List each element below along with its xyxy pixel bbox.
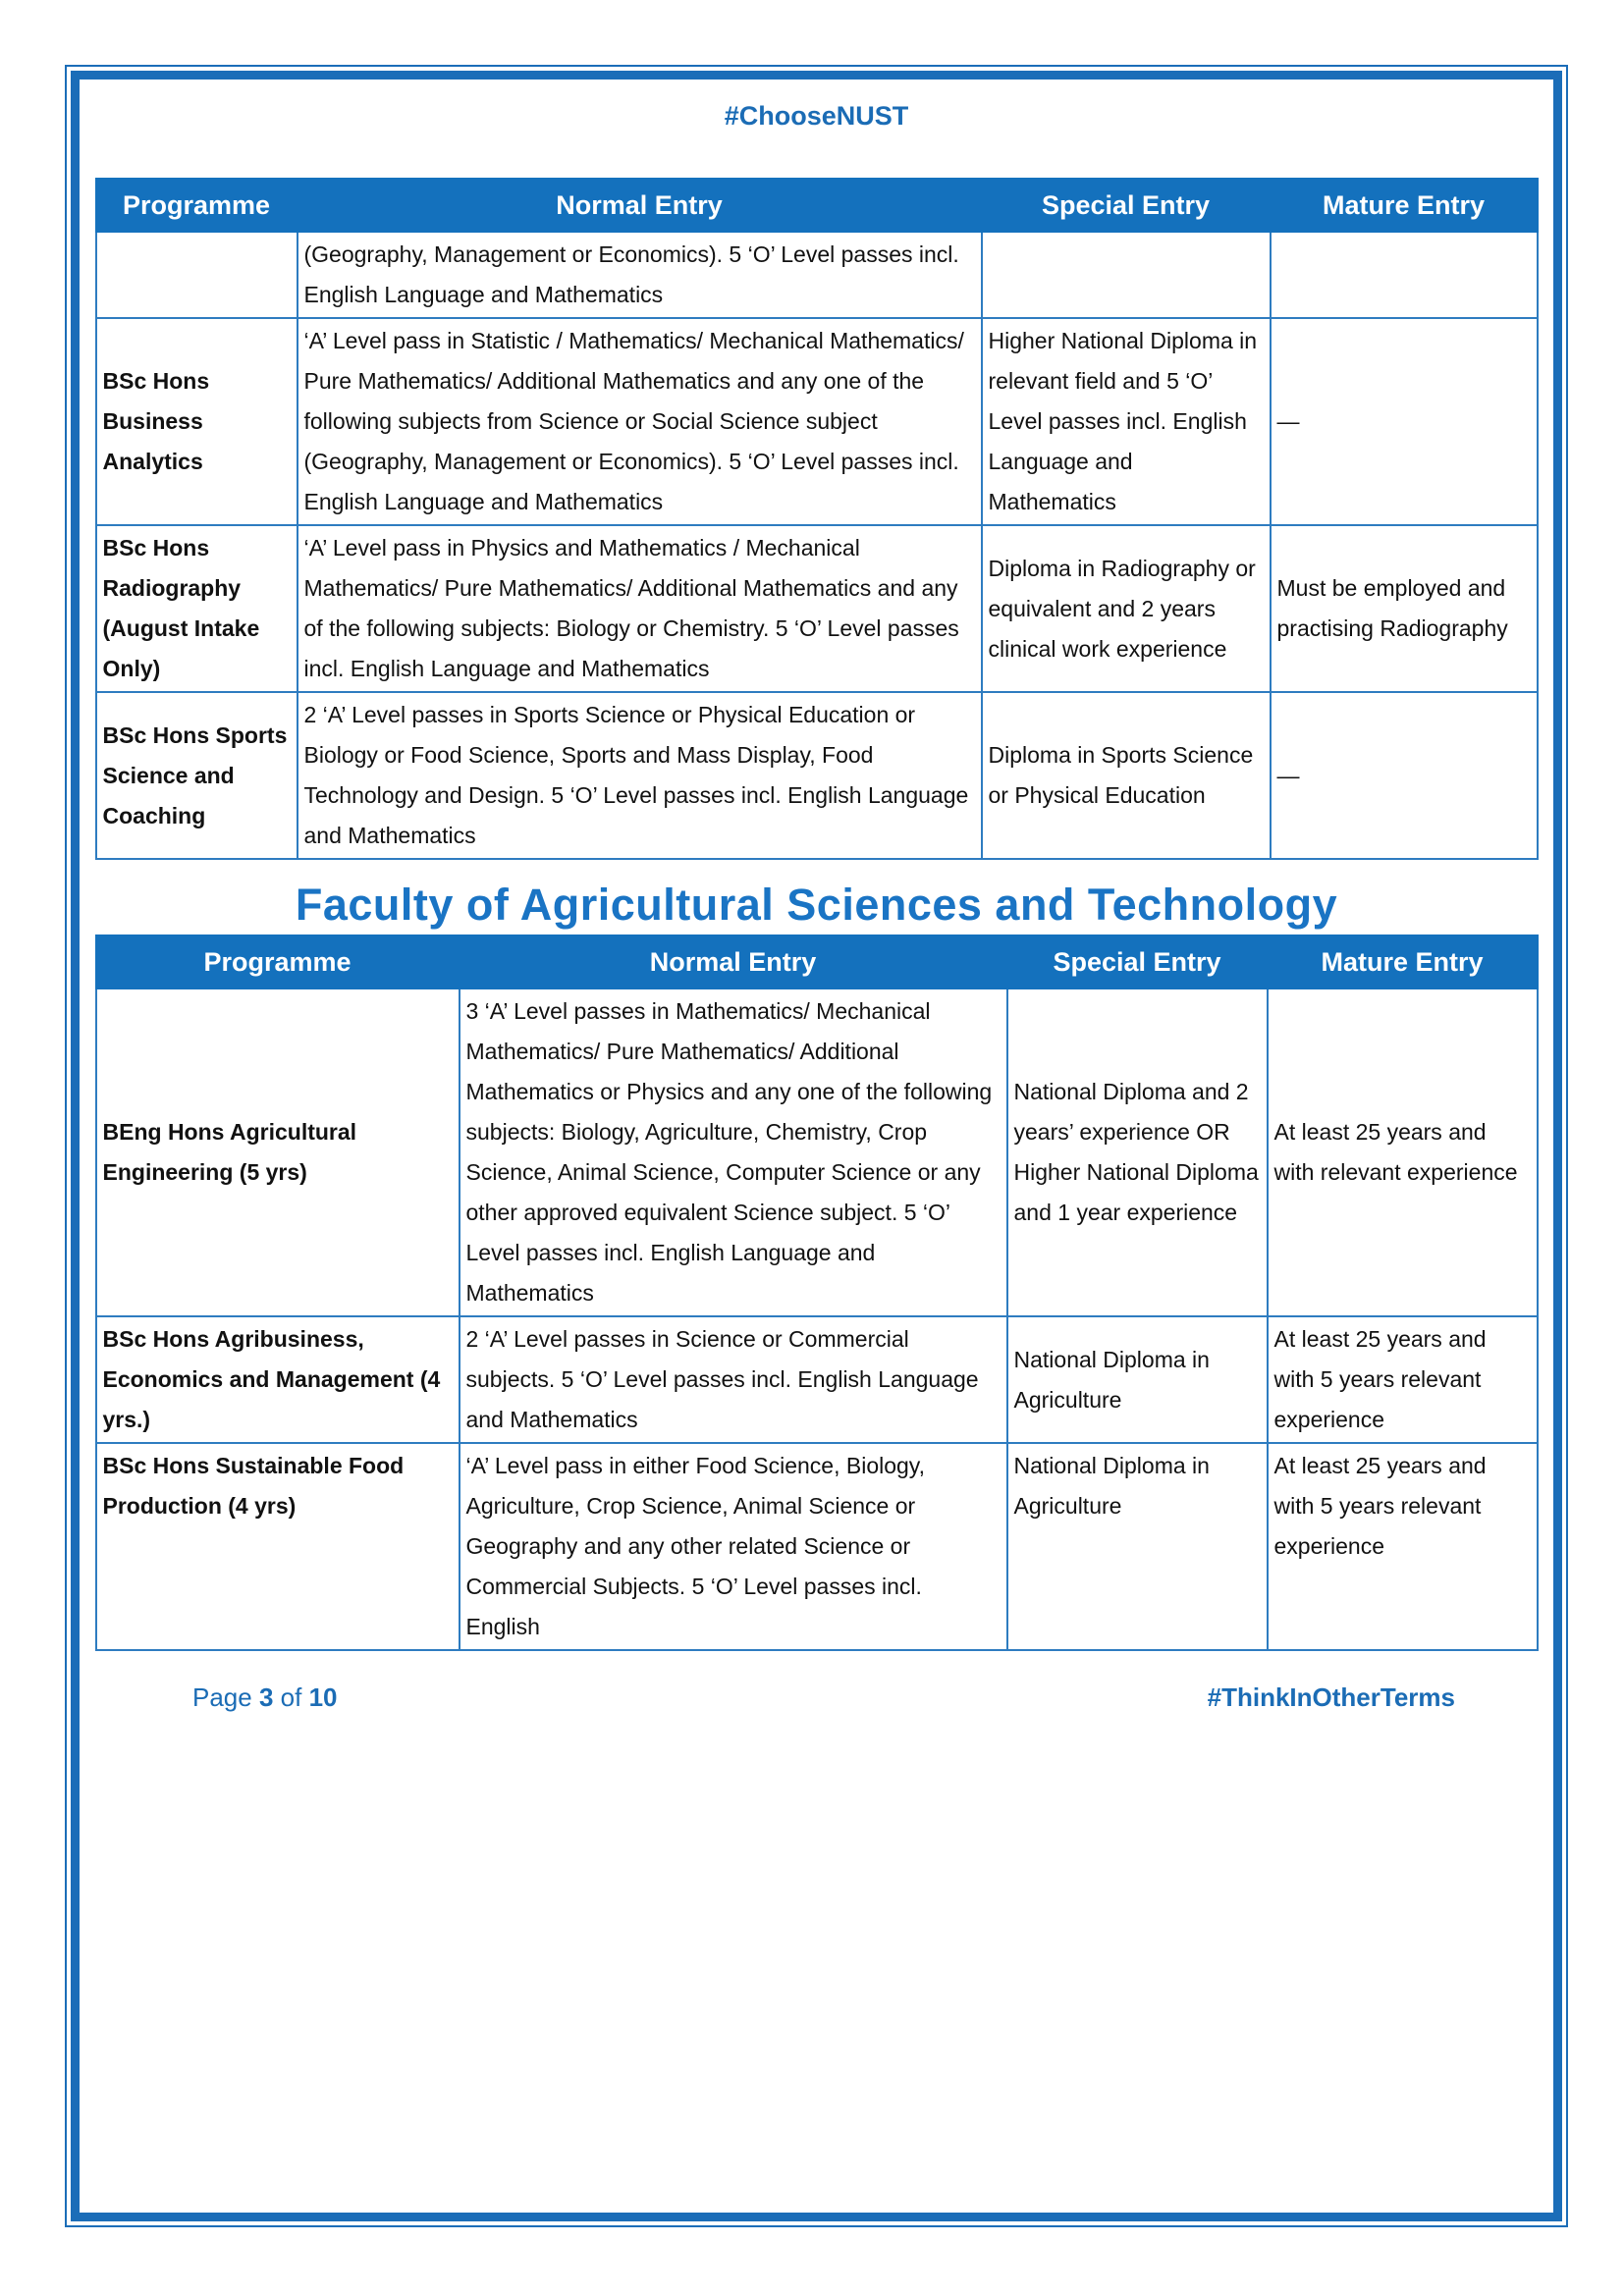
programme-cell: BSc Hons Sustainable Food Production (4 yrs) <box>96 1443 460 1650</box>
special-entry-cell: Diploma in Sports Science or Physical Education <box>982 692 1271 859</box>
footer-page-total: 10 <box>308 1682 338 1712</box>
table-row <box>96 988 1538 1316</box>
special-entry-cell <box>982 232 1271 318</box>
table-2-header <box>96 935 1538 988</box>
mature-entry-cell: Must be employed and practising Radiography <box>1271 525 1538 692</box>
programme-cell: BSc Hons Agribusiness, Economics and Management (4 yrs.) <box>96 1316 460 1443</box>
special-entry-cell: National Diploma and 2 years’ experience OR Higher National Diploma and 1 year experience <box>1007 988 1268 1316</box>
normal-entry-cell: 3 ‘A’ Level passes in Mathematics/ Mechanical Mathematics/ Pure Mathematics/ Additional Mathematics or Physics and any one of the following subjects: Biology, Agriculture, Chemistry, Crop Science, Animal Science, Computer Science or any other approved equivalent Science subject. 5 ‘O’ Level passes incl. English Language and Mathematics <box>460 988 1007 1316</box>
page-border-inner <box>71 71 1562 2221</box>
programmes-table-1 <box>95 178 1539 860</box>
table-row <box>96 318 1538 525</box>
column-header-normal-entry: Normal Entry <box>298 179 982 232</box>
special-entry-cell: Diploma in Radiography or equivalent and 2 years clinical work experience <box>982 525 1271 692</box>
special-entry-cell: National Diploma in Agriculture <box>1007 1443 1268 1650</box>
mature-entry-cell: At least 25 years and with relevant experience <box>1268 988 1538 1316</box>
column-header-mature-entry: Mature Entry <box>1268 935 1538 988</box>
special-entry-cell: Higher National Diploma in relevant field and 5 ‘O’ Level passes incl. English Language and Mathematics <box>982 318 1271 525</box>
footer-page-current: 3 <box>258 1682 274 1712</box>
normal-entry-cell: 2 ‘A’ Level passes in Sports Science or Physical Education or Biology or Food Science, Sports and Mass Display, Food Technology and Design. 5 ‘O’ Level passes incl. English Language and Mathematics <box>298 692 982 859</box>
column-header-normal-entry: Normal Entry <box>460 935 1007 988</box>
column-header-special-entry: Special Entry <box>982 179 1271 232</box>
table-row <box>96 232 1538 318</box>
mature-entry-cell: At least 25 years and with 5 years relevant experience <box>1268 1443 1538 1650</box>
column-header-programme: Programme <box>96 179 298 232</box>
table-row <box>96 692 1538 859</box>
normal-entry-cell: ‘A’ Level pass in Physics and Mathematics / Mechanical Mathematics/ Pure Mathematics/ Additional Mathematics and any of the following subjects: Biology or Chemistry. 5 ‘O’ Level passes incl. English Language and Mathematics <box>298 525 982 692</box>
programme-cell: BSc Hons Business Analytics <box>96 318 298 525</box>
column-header-programme: Programme <box>96 935 460 988</box>
page-border-outer <box>65 65 1568 2227</box>
mature-entry-cell <box>1271 232 1538 318</box>
column-header-special-entry: Special Entry <box>1007 935 1268 988</box>
mature-entry-cell: At least 25 years and with 5 years relevant experience <box>1268 1316 1538 1443</box>
footer-page-word: Page <box>192 1682 259 1712</box>
normal-entry-cell: ‘A’ Level pass in either Food Science, Biology, Agriculture, Crop Science, Animal Science or Geography and any other related Science or Commercial Subjects. 5 ‘O’ Level passes incl. English <box>460 1443 1007 1650</box>
programme-cell: BSc Hons Sports Science and Coaching <box>96 692 298 859</box>
footer-page-number <box>192 1682 337 1713</box>
normal-entry-cell: ‘A’ Level pass in Statistic / Mathematics/ Mechanical Mathematics/ Pure Mathematics/ Additional Mathematics and any one of the following subjects from Science or Social Science subject (Geography, Management or Economics). 5 ‘O’ Level passes incl. English Language and Mathematics <box>298 318 982 525</box>
programmes-table-2 <box>95 934 1539 1651</box>
normal-entry-cell: 2 ‘A’ Level passes in Science or Commercial subjects. 5 ‘O’ Level passes incl. English Language and Mathematics <box>460 1316 1007 1443</box>
table-row <box>96 1443 1538 1650</box>
column-header-mature-entry: Mature Entry <box>1271 179 1538 232</box>
section-heading-faculty: Faculty of Agricultural Sciences and Technology <box>295 880 1338 930</box>
programme-cell <box>96 232 298 318</box>
footer-hashtag: #ThinkInOtherTerms <box>1207 1682 1455 1712</box>
page-footer <box>80 1682 1553 1713</box>
page-title-hashtag: #ChooseNUST <box>724 101 909 131</box>
mature-entry-cell: — <box>1271 318 1538 525</box>
footer-of-word: of <box>273 1682 309 1712</box>
programme-cell: BSc Hons Radiography (August Intake Only) <box>96 525 298 692</box>
programme-cell: BEng Hons Agricultural Engineering (5 yrs) <box>96 988 460 1316</box>
normal-entry-cell: (Geography, Management or Economics). 5 ‘O’ Level passes incl. English Language and Mathematics <box>298 232 982 318</box>
table-row <box>96 525 1538 692</box>
table-1-header <box>96 179 1538 232</box>
special-entry-cell: National Diploma in Agriculture <box>1007 1316 1268 1443</box>
mature-entry-cell: — <box>1271 692 1538 859</box>
table-row <box>96 1316 1538 1443</box>
